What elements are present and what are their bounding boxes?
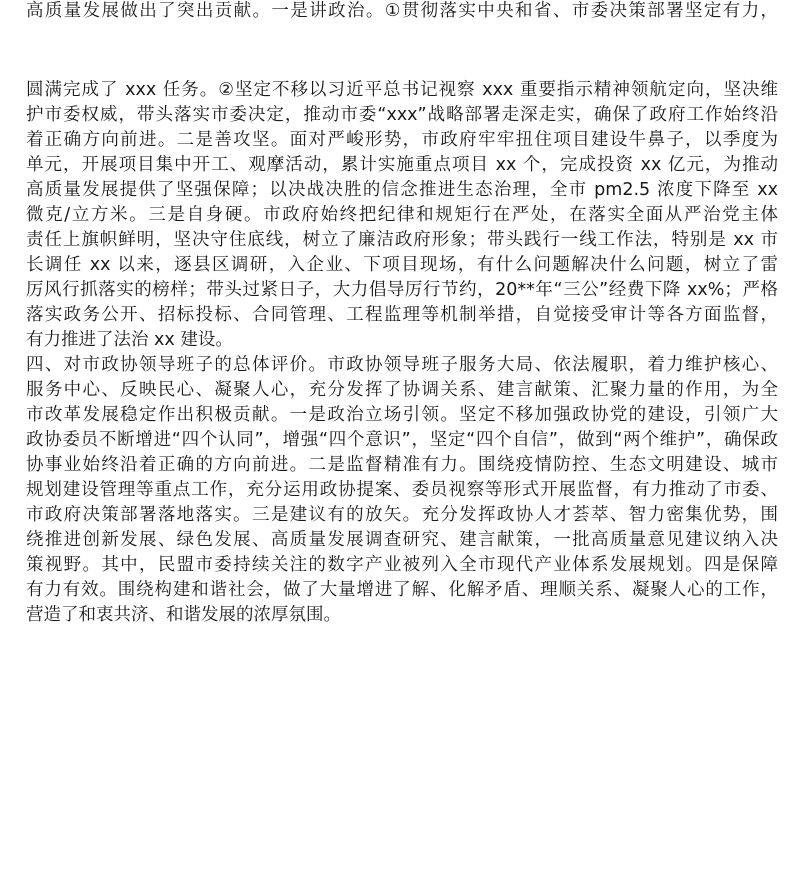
text-line: 长调任 xx 以来，逐县区调研，入企业、下项目现场，有什么问题解决什么问题，树立了雷 [26,255,778,275]
text-line-section-heading: 四、对市政协领导班子的总体评价。市政协领导班子服务大局、依法履职，着力维护核心、 [26,355,778,375]
text-line: 圆满完成了 xxx 任务。②坚定不移以习近平总书记视察 xxx 重要指示精神领航定向，坚决维 [26,80,778,100]
text-line: 护市委权威，带头落实市委决定，推动市委“xxx”战略部署走深走实，确保了政府工作始终沿 [26,105,778,125]
text-line: 高质量发展提供了坚强保障；以决战决胜的信念推进生态治理，全市 pm2.5 浓度下降至 xx [26,180,778,200]
text-line: 策视野。其中，民盟市委持续关注的数字产业被列入全市现代产业体系发展规划。四是保障 [26,555,778,575]
text-line: 政协委员不断增进“四个认同”，增强“四个意识”，坚定“四个自信”，做到“两个维护”，确保政 [26,430,778,450]
text-line: 服务中心、反映民心、凝聚人心，充分发挥了协调关系、建言献策、汇聚力量的作用，为全 [26,380,778,400]
text-line: 微克/立方米。三是自身硬。市政府始终把纪律和规矩行在严处，在落实全面从严治党主体 [26,205,778,225]
text-line: 市改革发展稳定作出积极贡献。一是政治立场引领。坚定不移加强政协党的建设，引领广大 [26,405,778,425]
text-line-paragraph-end: 营造了和衷共济、和谐发展的浓厚氛围。 [26,605,341,625]
text-line: 绕推进创新发展、绿色发展、高质量发展调查研究、建言献策，一批高质量意见建议纳入决 [26,530,778,550]
text-line: 落实政务公开、招标投标、合同管理、工程监理等机制举措，自觉接受审计等各方面监督， [26,305,778,325]
text-line: 市政府决策部署落地落实。三是建议有的放矢。充分发挥政协人才荟萃、智力密集优势，围 [26,505,778,525]
text-line: 有力有效。围绕构建和谐社会，做了大量增进了解、化解矛盾、理顺关系、凝聚人心的工作， [26,580,778,600]
text-line: 厉风行抓落实的榜样；带头过紧日子，大力倡导厉行节约，20**年“三公”经费下降 xx%；严格 [26,280,778,300]
text-line: 协事业始终沿着正确的方向前进。二是监督精准有力。围绕疫情防控、生态文明建设、城市 [26,455,778,475]
text-line: 单元，开展项目集中开工、观摩活动，累计实施重点项目 xx 个，完成投资 xx 亿元，为推动 [26,155,778,175]
text-line: 着正确方向前进。二是善攻坚。面对严峻形势，市政府牢牢扭住项目建设牛鼻子，以季度为 [26,130,778,150]
text-line: 责任上旗帜鲜明，坚决守住底线，树立了廉洁政府形象；带头践行一线工作法，特别是 xx 市 [26,230,778,250]
text-line-top-fragment: 高质量发展做出了突出贡献。一是讲政治。①贯彻落实中央和省、市委决策部署坚定有力， [26,1,778,21]
text-line: 规划建设管理等重点工作，充分运用政协提案、委员视察等形式开展监督，有力推动了市委、 [26,480,778,500]
text-line-paragraph-end: 有力推进了法治 xx 建设。 [26,330,233,350]
